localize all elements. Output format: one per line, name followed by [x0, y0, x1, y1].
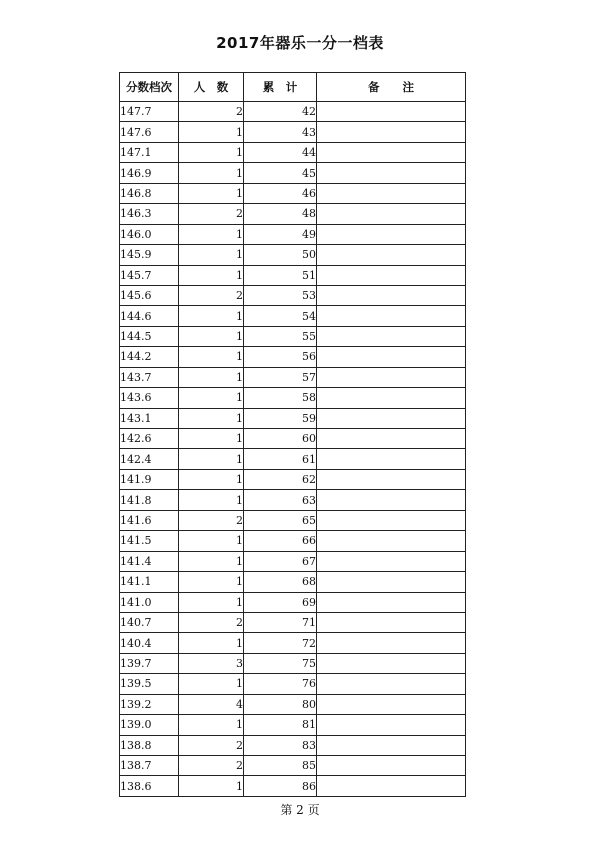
cum-cell: 75: [244, 653, 317, 673]
count-cell: 1: [179, 572, 244, 592]
score-distribution-table: [119, 72, 466, 797]
count-cell: 3: [179, 653, 244, 673]
count-cell: 1: [179, 551, 244, 571]
count-cell: 2: [179, 735, 244, 755]
remark-cell: [317, 735, 466, 755]
count-cell: 1: [179, 142, 244, 162]
score-cell: 145.6: [120, 285, 179, 305]
score-cell: 143.1: [120, 408, 179, 428]
count-cell: 1: [179, 388, 244, 408]
header-count: 人 数: [179, 73, 244, 102]
remark-cell: [317, 285, 466, 305]
remark-cell: [317, 756, 466, 776]
cum-cell: 46: [244, 183, 317, 203]
table-row: [120, 469, 466, 489]
table-row: [120, 224, 466, 244]
remark-cell: [317, 633, 466, 653]
score-cell: 141.1: [120, 572, 179, 592]
count-cell: 1: [179, 674, 244, 694]
remark-cell: [317, 612, 466, 632]
header-remark: 备 注: [317, 73, 466, 102]
table-row: [120, 245, 466, 265]
cum-cell: 69: [244, 592, 317, 612]
table-row: [120, 306, 466, 326]
remark-cell: [317, 265, 466, 285]
count-cell: 1: [179, 224, 244, 244]
score-cell: 142.4: [120, 449, 179, 469]
cum-cell: 57: [244, 367, 317, 387]
table-row: [120, 183, 466, 203]
table-row: [120, 204, 466, 224]
count-cell: 1: [179, 633, 244, 653]
cum-cell: 56: [244, 347, 317, 367]
count-cell: 2: [179, 510, 244, 530]
table-row: [120, 510, 466, 530]
count-cell: 1: [179, 245, 244, 265]
remark-cell: [317, 592, 466, 612]
remark-cell: [317, 204, 466, 224]
cum-cell: 44: [244, 142, 317, 162]
cum-cell: 45: [244, 163, 317, 183]
count-cell: 1: [179, 490, 244, 510]
table-row: [120, 429, 466, 449]
score-cell: 146.9: [120, 163, 179, 183]
cum-cell: 86: [244, 776, 317, 796]
score-cell: 138.6: [120, 776, 179, 796]
cum-cell: 42: [244, 102, 317, 122]
remark-cell: [317, 490, 466, 510]
table-row: [120, 347, 466, 367]
cum-cell: 71: [244, 612, 317, 632]
table-row: [120, 592, 466, 612]
count-cell: 1: [179, 449, 244, 469]
cum-cell: 61: [244, 449, 317, 469]
table-row: [120, 388, 466, 408]
table-row: [120, 367, 466, 387]
score-cell: 139.5: [120, 674, 179, 694]
cum-cell: 81: [244, 715, 317, 735]
count-cell: 1: [179, 715, 244, 735]
table-row: [120, 326, 466, 346]
cum-cell: 83: [244, 735, 317, 755]
score-cell: 145.7: [120, 265, 179, 285]
cum-cell: 51: [244, 265, 317, 285]
score-cell: 141.6: [120, 510, 179, 530]
score-cell: 143.6: [120, 388, 179, 408]
remark-cell: [317, 122, 466, 142]
cum-cell: 66: [244, 531, 317, 551]
header-score: 分数档次: [120, 73, 179, 102]
remark-cell: [317, 469, 466, 489]
table-row: [120, 449, 466, 469]
cum-cell: 50: [244, 245, 317, 265]
score-cell: 141.8: [120, 490, 179, 510]
table-row: [120, 633, 466, 653]
cum-cell: 49: [244, 224, 317, 244]
cum-cell: 68: [244, 572, 317, 592]
count-cell: 1: [179, 531, 244, 551]
score-cell: 138.8: [120, 735, 179, 755]
table-row: [120, 285, 466, 305]
cum-cell: 55: [244, 326, 317, 346]
remark-cell: [317, 531, 466, 551]
score-cell: 139.7: [120, 653, 179, 673]
table-row: [120, 776, 466, 796]
score-cell: 141.4: [120, 551, 179, 571]
table-row: [120, 694, 466, 714]
count-cell: 1: [179, 122, 244, 142]
remark-cell: [317, 245, 466, 265]
score-cell: 139.2: [120, 694, 179, 714]
table-row: [120, 653, 466, 673]
remark-cell: [317, 776, 466, 796]
table-row: [120, 572, 466, 592]
table-row: [120, 265, 466, 285]
count-cell: 1: [179, 776, 244, 796]
score-cell: 145.9: [120, 245, 179, 265]
table-row: [120, 122, 466, 142]
score-cell: 142.6: [120, 429, 179, 449]
count-cell: 1: [179, 326, 244, 346]
table-row: [120, 612, 466, 632]
remark-cell: [317, 388, 466, 408]
score-cell: 144.6: [120, 306, 179, 326]
count-cell: 2: [179, 204, 244, 224]
table-row: [120, 674, 466, 694]
remark-cell: [317, 142, 466, 162]
cum-cell: 65: [244, 510, 317, 530]
table-row: [120, 756, 466, 776]
count-cell: 2: [179, 756, 244, 776]
page-title: 2017年器乐一分一档表: [216, 34, 384, 52]
table-row: [120, 408, 466, 428]
count-cell: 2: [179, 612, 244, 632]
header-cumulative: 累 计: [244, 73, 317, 102]
count-cell: 1: [179, 306, 244, 326]
table-header-row: [120, 73, 466, 102]
remark-cell: [317, 102, 466, 122]
score-cell: 146.0: [120, 224, 179, 244]
table-body: [120, 102, 466, 797]
remark-cell: [317, 510, 466, 530]
table-row: [120, 551, 466, 571]
count-cell: 1: [179, 163, 244, 183]
count-cell: 1: [179, 347, 244, 367]
cum-cell: 48: [244, 204, 317, 224]
remark-cell: [317, 163, 466, 183]
count-cell: 1: [179, 592, 244, 612]
score-cell: 141.9: [120, 469, 179, 489]
score-cell: 144.5: [120, 326, 179, 346]
cum-cell: 54: [244, 306, 317, 326]
count-cell: 1: [179, 183, 244, 203]
cum-cell: 62: [244, 469, 317, 489]
remark-cell: [317, 694, 466, 714]
cum-cell: 60: [244, 429, 317, 449]
score-cell: 139.0: [120, 715, 179, 735]
score-cell: 140.7: [120, 612, 179, 632]
count-cell: 1: [179, 265, 244, 285]
cum-cell: 80: [244, 694, 317, 714]
cum-cell: 53: [244, 285, 317, 305]
score-cell: 147.6: [120, 122, 179, 142]
cum-cell: 85: [244, 756, 317, 776]
table-row: [120, 490, 466, 510]
remark-cell: [317, 408, 466, 428]
remark-cell: [317, 551, 466, 571]
score-cell: 146.8: [120, 183, 179, 203]
remark-cell: [317, 306, 466, 326]
cum-cell: 58: [244, 388, 317, 408]
remark-cell: [317, 224, 466, 244]
remark-cell: [317, 347, 466, 367]
score-cell: 141.5: [120, 531, 179, 551]
score-cell: 138.7: [120, 756, 179, 776]
table-row: [120, 163, 466, 183]
score-cell: 147.1: [120, 142, 179, 162]
remark-cell: [317, 715, 466, 735]
score-cell: 144.2: [120, 347, 179, 367]
cum-cell: 63: [244, 490, 317, 510]
count-cell: 2: [179, 285, 244, 305]
table-row: [120, 531, 466, 551]
remark-cell: [317, 429, 466, 449]
cum-cell: 76: [244, 674, 317, 694]
count-cell: 2: [179, 102, 244, 122]
page-number: 第 2 页: [280, 803, 320, 817]
score-cell: 140.4: [120, 633, 179, 653]
remark-cell: [317, 572, 466, 592]
remark-cell: [317, 653, 466, 673]
table-row: [120, 102, 466, 122]
table-row: [120, 142, 466, 162]
remark-cell: [317, 674, 466, 694]
score-cell: 147.7: [120, 102, 179, 122]
cum-cell: 43: [244, 122, 317, 142]
table-row: [120, 715, 466, 735]
score-cell: 143.7: [120, 367, 179, 387]
count-cell: 1: [179, 408, 244, 428]
count-cell: 1: [179, 367, 244, 387]
cum-cell: 59: [244, 408, 317, 428]
count-cell: 4: [179, 694, 244, 714]
cum-cell: 67: [244, 551, 317, 571]
remark-cell: [317, 449, 466, 469]
remark-cell: [317, 183, 466, 203]
score-cell: 146.3: [120, 204, 179, 224]
score-cell: 141.0: [120, 592, 179, 612]
cum-cell: 72: [244, 633, 317, 653]
count-cell: 1: [179, 469, 244, 489]
table-row: [120, 735, 466, 755]
count-cell: 1: [179, 429, 244, 449]
remark-cell: [317, 367, 466, 387]
remark-cell: [317, 326, 466, 346]
